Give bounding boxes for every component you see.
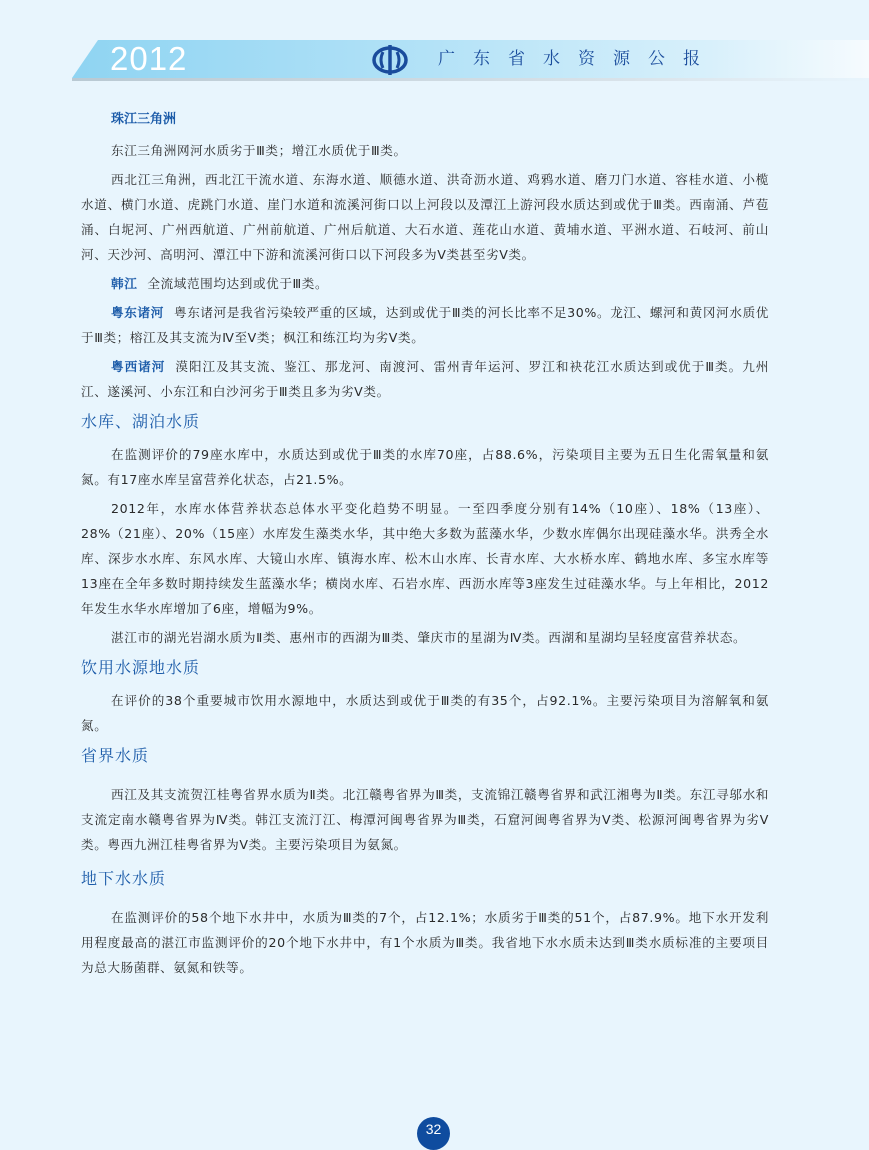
paragraph-pearl-delta-northwest: 西北江三角洲，西北江干流水道、东海水道、顺德水道、洪奇沥水道、鸡鸦水道、磨刀门水道、容桂水道、小榄水道、横门水道、虎跳门水道、崖门水道和流溪河街口以上河段以及潭江上游河段水质达到或优于Ⅲ类。西南涌、芦苞涌、白坭河、广州西航道、广州前航道、广州后航道、大石水道、莲花山水道、黄埔水道、平洲水道、石岐河、前山河、天沙河、高明河、潭江中下游和流溪河街口以下河段多为Ⅴ类甚至劣Ⅴ类。	[81, 172, 769, 262]
paragraph-reservoirs-1: 在监测评价的79座水库中，水质达到或优于Ⅲ类的水库70座，占88.6%，污染项目主要为五日生化需氧量和氨氮。有17座水库呈富营养化状态，占21.5%。	[81, 447, 769, 487]
water-resources-emblem-icon	[371, 44, 409, 76]
lead-west-rivers: 粤西诸河	[111, 359, 166, 374]
subheading-pearl-delta: 珠江三角洲	[111, 112, 177, 127]
header-banner-shadow	[72, 78, 869, 81]
lead-east-rivers: 粤东诸河	[111, 305, 164, 320]
paragraph-pearl-delta-east: 东江三角洲网河水质劣于Ⅲ类；增江水质优于Ⅲ类。	[111, 143, 407, 158]
text-east-rivers: 粤东诸河是我省污染较严重的区域，达到或优于Ⅲ类的河长比率不足30%。龙江、螺河和黄冈河水质优于Ⅲ类；榕江及其支流为Ⅳ至Ⅴ类；枫江和练江均为劣Ⅴ类。	[81, 305, 769, 345]
page-number-badge: 32	[417, 1117, 450, 1150]
heading-groundwater: 地下水水质	[81, 869, 167, 888]
heading-drinking-water: 饮用水源地水质	[81, 658, 201, 677]
lead-hanjiang: 韩江	[111, 276, 138, 291]
paragraph-drinking-water: 在评价的38个重要城市饮用水源地中，水质达到或优于Ⅲ类的有35个，占92.1%。主要污染项目为溶解氧和氨氮。	[81, 693, 769, 733]
text-west-rivers: 漠阳江及其支流、鉴江、那龙河、南渡河、雷州青年运河、罗江和袂花江水质达到或优于Ⅲ类。九州江、遂溪河、小东江和白沙河劣于Ⅲ类且多为劣Ⅴ类。	[81, 359, 769, 399]
paragraph-west-rivers	[81, 354, 769, 404]
document-body	[81, 110, 769, 984]
text-hanjiang: 全流域范围均达到或优于Ⅲ类。	[147, 276, 329, 291]
paragraph-east-rivers	[81, 300, 769, 350]
paragraph-boundary: 西江及其支流贺江桂粤省界水质为Ⅱ类。北江赣粤省界为Ⅲ类，支流锦江赣粤省界和武江湘粤为Ⅱ类。东江寻邬水和支流定南水赣粤省界为Ⅳ类。韩江支流汀江、梅潭河闽粤省界为Ⅲ类，石窟河闽粤省界为Ⅴ类、松源河闽粤省界为劣Ⅴ类。粤西九洲江桂粤省界为Ⅴ类。主要污染项目为氨氮。	[81, 787, 769, 852]
paragraph-hanjiang	[81, 271, 769, 296]
header-title: 广东省水资源公报	[438, 49, 718, 69]
paragraph-reservoirs-3: 湛江市的湖光岩湖水质为Ⅱ类、惠州市的西湖为Ⅲ类、肇庆市的星湖为Ⅳ类。西湖和星湖均呈轻度富营养状态。	[111, 630, 747, 645]
paragraph-groundwater: 在监测评价的58个地下水井中，水质为Ⅲ类的7个，占12.1%；水质劣于Ⅲ类的51个，占87.9%。地下水开发利用程度最高的湛江市监测评价的20个地下水井中，有1个水质为Ⅲ类。我省地下水水质未达到Ⅲ类水质标准的主要项目为总大肠菌群、氨氮和铁等。	[81, 910, 769, 975]
heading-reservoirs: 水库、湖泊水质	[81, 412, 201, 431]
paragraph-reservoirs-2: 2012年，水库水体营养状态总体水平变化趋势不明显。一至四季度分别有14%（10座）、18%（13座）、28%（21座）、20%（15座）水库发生藻类水华，其中绝大多数为蓝藻水华，少数水库偶尔出现硅藻水华。洪秀全水库、深步水水库、东风水库、大镜山水库、镇海水库、松木山水库、长青水库、大水桥水库、鹤地水库、多宝水库等13座在全年多数时期持续发生蓝藻水华；横岗水库、石岩水库、西沥水库等3座发生过硅藻水华。与上年相比，2012年发生水华水库增加了6座，增幅为9%。	[81, 501, 769, 616]
heading-boundary: 省界水质	[81, 746, 150, 765]
header-year: 2012	[110, 40, 188, 77]
